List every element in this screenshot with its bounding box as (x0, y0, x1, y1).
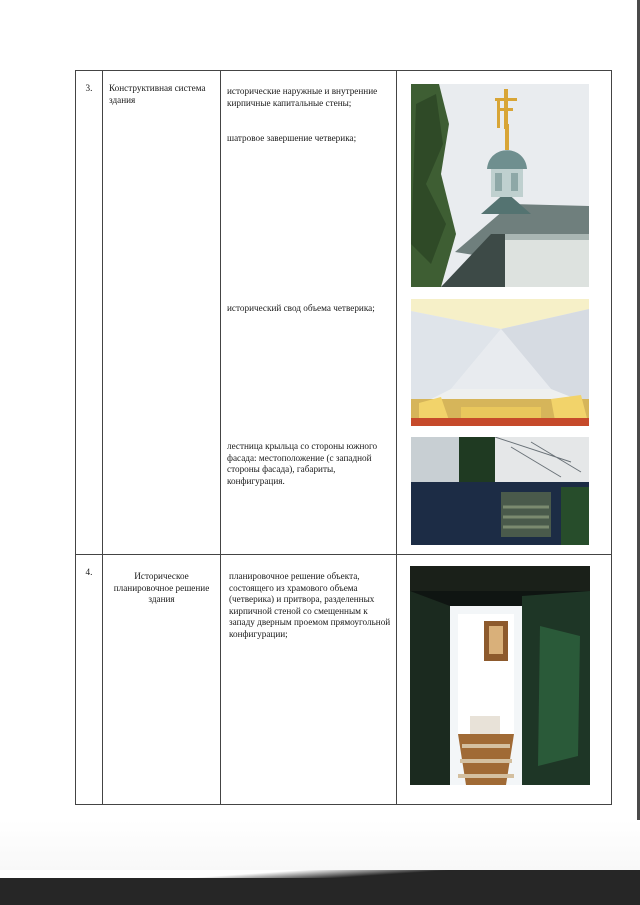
vault-interior-photo (411, 299, 589, 426)
description-item: планировочное решение объекта, состоящего из храмового объема (четверика) и притвора, разделенных кирпичной стеной со смещенным к западу дверным проемом прямоугольной конфигурации; (229, 571, 391, 639)
row-title: Конструктивная система здания (103, 71, 221, 555)
row-photos (397, 71, 612, 555)
row-description (221, 555, 397, 805)
porch-stairs-photo (411, 437, 589, 545)
scan-background (0, 876, 640, 905)
row-title: Историческое планировочное решение здания (103, 555, 221, 805)
row-number: 4. (76, 555, 103, 805)
row-number: 3. (76, 71, 103, 555)
interior-doorway-photo (410, 566, 590, 785)
description-item: исторический свод объема четверика; (227, 303, 375, 313)
description-item: лестница крыльца со стороны южного фасада: местоположение (с западной стороны фасада), габариты, конфигурация. (227, 441, 378, 486)
table-row (76, 555, 612, 805)
table-row (76, 71, 612, 555)
row-description (221, 71, 397, 555)
row-photos (397, 555, 612, 805)
heritage-table (75, 70, 612, 805)
description-item: исторические наружные и внутренние кирпичные капитальные стены; (227, 86, 378, 108)
description-item: шатровое завершение четверика; (227, 133, 357, 143)
church-dome-cross-photo (411, 84, 589, 287)
